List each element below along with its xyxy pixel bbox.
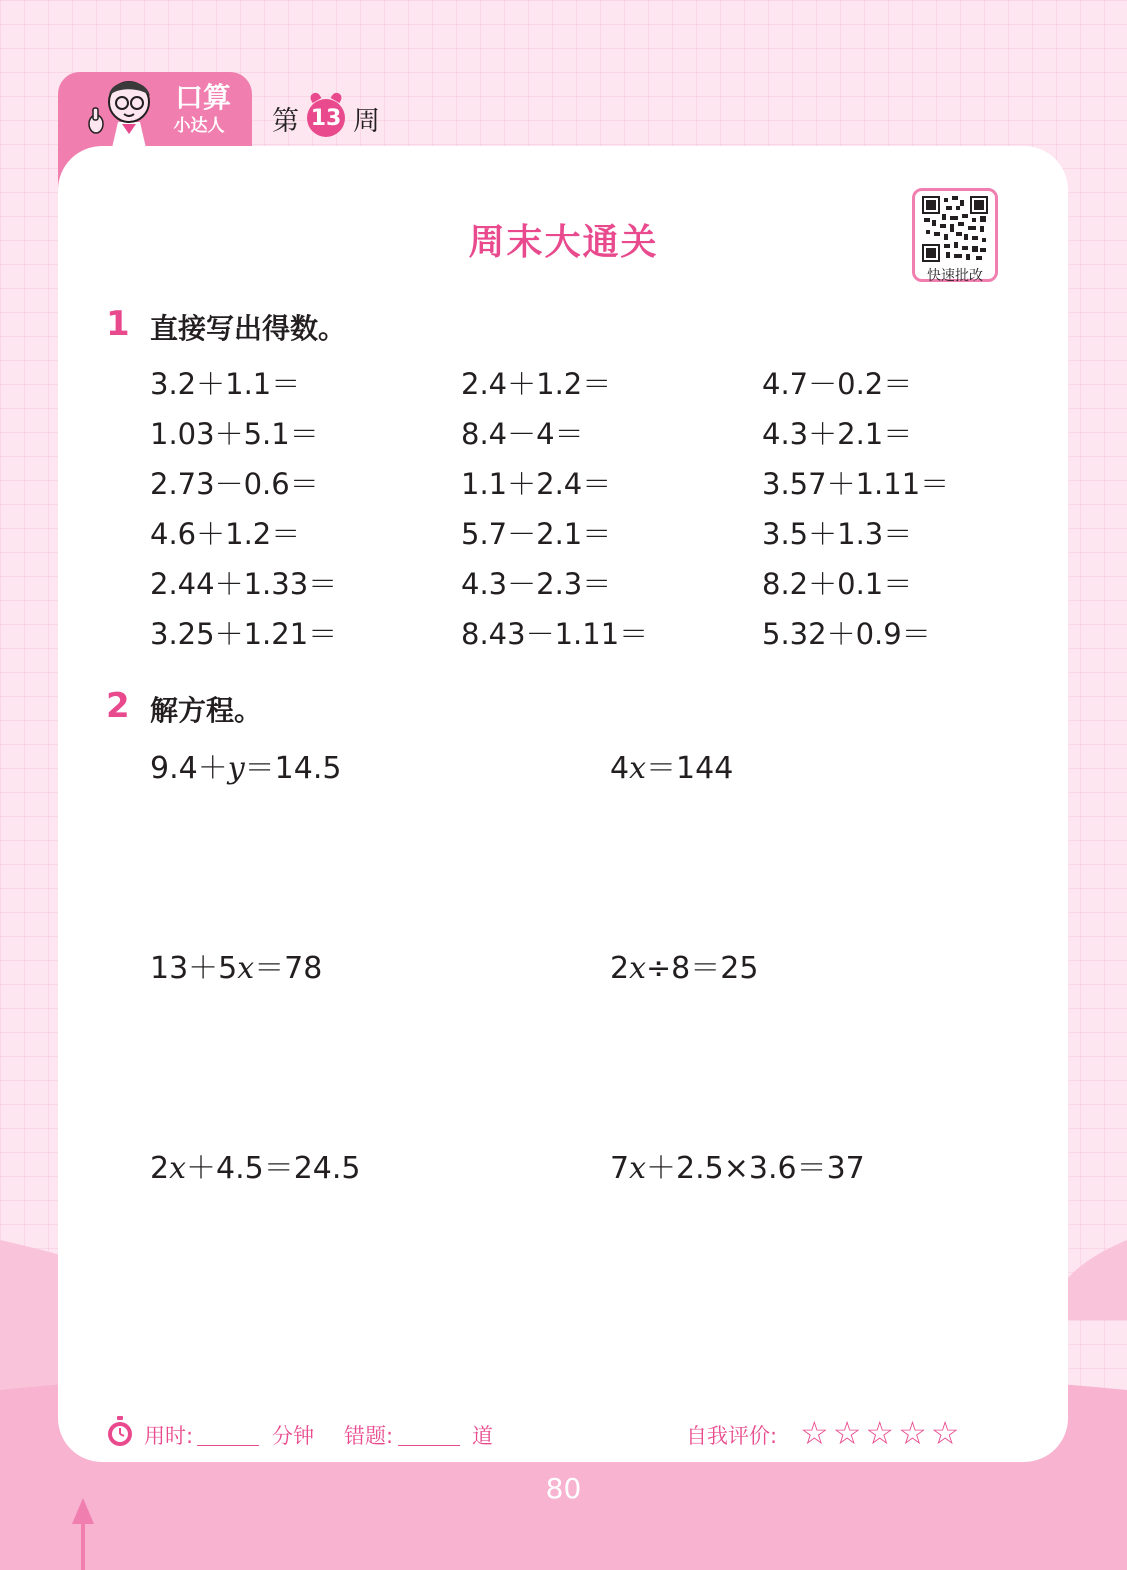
calc-item: 8.43－1.11＝ xyxy=(461,617,649,651)
rating-stars[interactable]: ☆☆☆☆☆ xyxy=(800,1414,964,1452)
calc-item: 3.2＋1.1＝ xyxy=(150,367,301,401)
section-1-number: 1 xyxy=(106,304,130,344)
calc-item: 3.5＋1.3＝ xyxy=(762,517,913,551)
equation: 7x＋2.5×3.6＝37 xyxy=(610,1151,865,1186)
equation: 13＋5x＝78 xyxy=(150,951,323,986)
calc-item: 5.32＋0.9＝ xyxy=(762,617,931,651)
time-blank[interactable] xyxy=(197,1445,259,1446)
equation: 2x÷8＝25 xyxy=(610,951,759,986)
calc-item: 4.3－2.3＝ xyxy=(461,567,612,601)
calc-item: 5.7－2.1＝ xyxy=(461,517,612,551)
section-1-title: 直接写出得数。 xyxy=(150,312,347,345)
calc-item: 2.4＋1.2＝ xyxy=(461,367,612,401)
calc-item: 2.44＋1.33＝ xyxy=(150,567,338,601)
qr-code-icon xyxy=(922,196,988,262)
qr-label: 快速批改 xyxy=(927,268,983,284)
page-title: 周末大通关 xyxy=(468,222,659,263)
errors-unit: 道 xyxy=(472,1424,493,1448)
stopwatch-icon xyxy=(106,1416,134,1448)
page-number: 80 xyxy=(545,1472,582,1505)
arrows-decoration xyxy=(52,1492,100,1570)
errors-blank[interactable] xyxy=(398,1445,460,1446)
mascot-icon xyxy=(84,72,164,148)
rating-label: 自我评价: xyxy=(686,1424,778,1448)
calc-item: 1.1＋2.4＝ xyxy=(461,467,612,501)
calc-item: 3.57＋1.11＝ xyxy=(762,467,950,501)
qr-code-box[interactable] xyxy=(912,188,998,282)
week-number-badge: 13 xyxy=(307,99,345,137)
equation: 4x＝144 xyxy=(610,751,734,786)
equation: 9.4＋y＝14.5 xyxy=(150,751,342,786)
tab-title: 口算 xyxy=(174,81,231,114)
calc-item: 3.25＋1.21＝ xyxy=(150,617,338,651)
week-suffix: 周 xyxy=(353,105,380,137)
week-prefix: 第 xyxy=(272,105,299,137)
time-unit: 分钟 xyxy=(272,1424,314,1448)
calc-item: 4.6＋1.2＝ xyxy=(150,517,301,551)
time-label: 用时: xyxy=(144,1424,194,1448)
calc-item: 1.03＋5.1＝ xyxy=(150,417,319,451)
errors-label: 错题: xyxy=(344,1424,394,1448)
tab-subtitle: 小达人 xyxy=(173,116,225,136)
calc-item: 8.4－4＝ xyxy=(461,417,584,451)
section-2-number: 2 xyxy=(106,686,130,726)
equation: 2x＋4.5＝24.5 xyxy=(150,1151,361,1186)
calc-item: 2.73－0.6＝ xyxy=(150,467,319,501)
calc-item: 4.7－0.2＝ xyxy=(762,367,913,401)
calc-item: 4.3＋2.1＝ xyxy=(762,417,913,451)
week-label xyxy=(272,98,380,138)
section-2-title: 解方程。 xyxy=(150,694,263,727)
calc-item: 8.2＋0.1＝ xyxy=(762,567,913,601)
